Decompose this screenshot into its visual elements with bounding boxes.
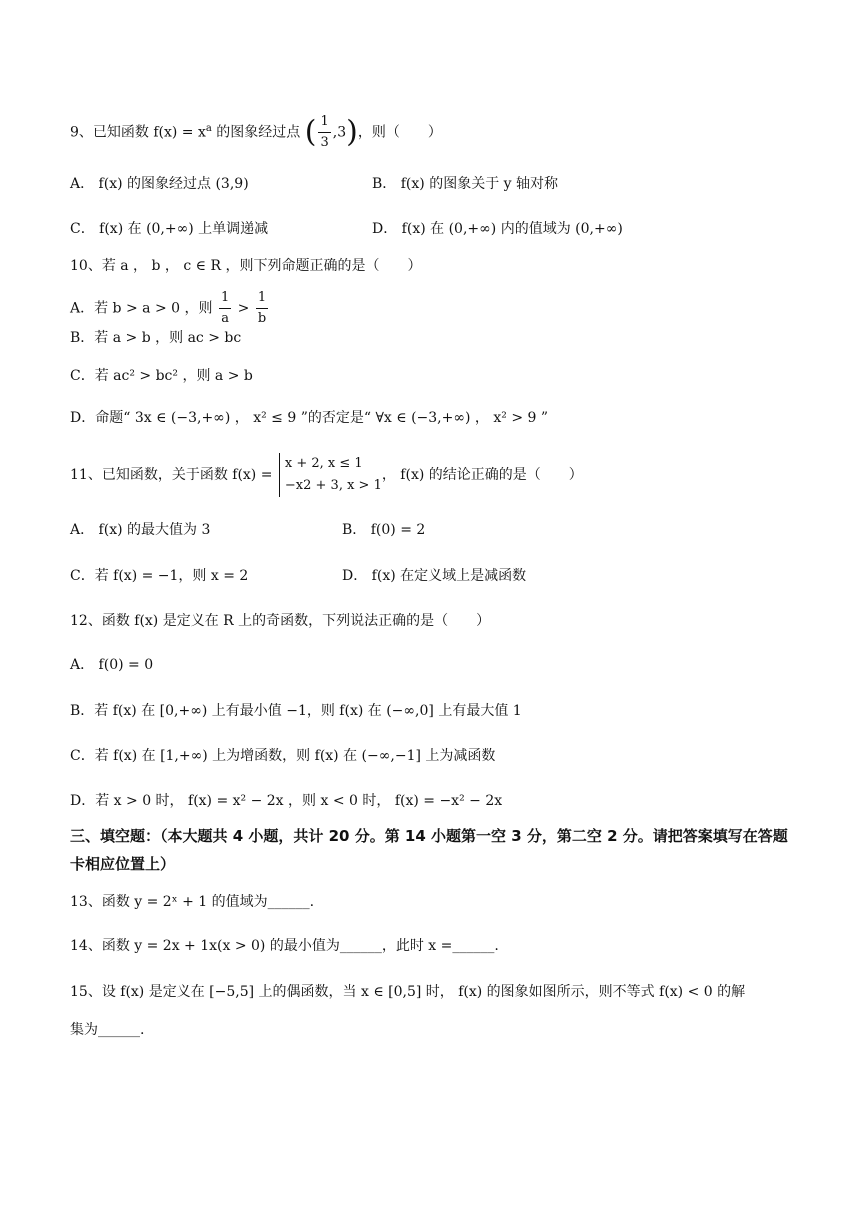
question-15-line-2: 集为______. [70,1022,145,1038]
q9-option-c: C． f(x) 在 (0,+∞) 上单调递减 [70,221,269,237]
question-15-line-1: 15、设 f(x) 是定义在 [−5,5] 上的偶函数，当 x ∈ [0,5] 时， f(x) 的图象如图所示，则不等式 f(x) < 0 的解 [70,984,746,1000]
q11-option-a: A． f(x) 的最大值为 3 [70,522,211,538]
question-10-stem: 10、若 a ， b ， c ∈ R ，则下列命题正确的是（ ） [70,258,422,274]
question-13-stem: 13、函数 y = 2ˣ + 1 的值域为______. [70,894,315,910]
q9-stem-pre: 9、已知函数 f(x) = x [70,124,206,141]
q10-option-b: B．若 a > b ，则 ac > bc [70,330,242,346]
q9-option-d: D． f(x) 在 (0,+∞) 内的值域为 (0,+∞) [372,221,623,237]
q12-option-b: B．若 f(x) 在 [0,+∞) 上有最小值 −1，则 f(x) 在 (−∞,0] 上有最大值 1 [70,703,522,719]
q9-stem-mid: 的图象经过点 [211,124,301,141]
q9-option-a: A． f(x) 的图象经过点 (3,9) [70,176,249,192]
q10-a-f1-num: 1 [219,288,231,309]
q10-a-pre: A．若 b > a > 0 ，则 [70,300,213,317]
q10-option-c: C．若 ac² > bc² ，则 a > b [70,368,253,384]
question-12-stem: 12、函数 f(x) 是定义在 R 上的奇函数，下列说法正确的是（ ） [70,613,491,629]
q10-a-f2-den: b [257,311,267,326]
q11-stem-post: ， f(x) 的结论正确的是（ ） [381,467,583,483]
q10-option-a [70,288,270,329]
q10-a-f1-den: a [221,311,229,326]
q11-stem-pre: 11、已知函数，关于函数 f(x) = [70,467,273,483]
q9-option-b: B． f(x) 的图象关于 y 轴对称 [372,176,558,192]
question-9-stem: 9、已知函数 $f(x) = x^a$ 的图象经过点 ( $\frac{1}{3}$ ,3)，则（ ） [70,112,442,153]
q10-a-gt: > [233,300,254,317]
q10-a-fraction-2 [256,288,268,329]
q11-option-b: B． f(0) = 2 [342,522,426,538]
q10-a-fraction-1 [219,288,231,329]
question-11-stem [70,452,583,498]
q11-option-c: C．若 f(x) = −1，则 x = 2 [70,568,249,584]
q9-frac-num: 1 [318,112,330,133]
q9-point-tail: ,3 [332,124,347,141]
q9-frac-den: 3 [320,135,329,150]
q9-exponent: a [205,122,212,134]
q11-case-2: −x2 + 3, x > 1 [284,478,382,493]
q10-option-d: D．命题“ 3x ∈ (−3,+∞) ， x² ≤ 9 ”的否定是“ ∀x ∈ (−3,+∞) ， x² > 9 ” [70,410,549,426]
q12-option-d: D．若 x > 0 时， f(x) = x² − 2x ，则 x < 0 时， f(x) = −x² − 2x [70,793,503,809]
q11-case-1: x + 2, x ≤ 1 [284,456,363,471]
q11-option-d: D． f(x) 在定义域上是减函数 [342,568,527,584]
q9-stem-post: ，则（ ） [357,124,442,141]
q10-a-f2-num: 1 [256,288,268,309]
q12-option-a: A． f(0) = 0 [70,657,154,673]
q9-point-fraction [318,112,330,153]
q11-piecewise [279,453,382,497]
q12-option-c: C．若 f(x) 在 [1,+∞) 上为增函数，则 f(x) 在 (−∞,−1] 上为减函数 [70,748,496,764]
section-3-heading: 三、填空题：（本大题共 4 小题，共计 20 分。第 14 小题第一空 3 分，第二空 2 分。请把答案填写在答题卡相应位置上） [70,827,788,873]
question-14-stem: 14、函数 y = 2x + 1x(x > 0) 的最小值为______，此时 x =______. [70,938,499,954]
